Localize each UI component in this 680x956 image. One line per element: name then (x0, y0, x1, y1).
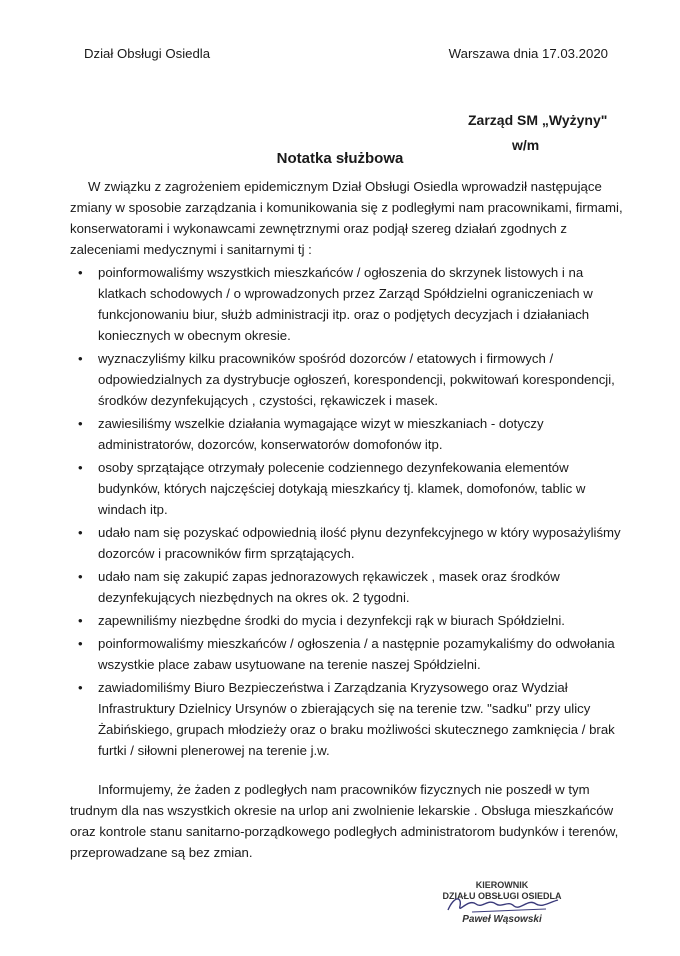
bullet-icon: • (78, 351, 83, 366)
list-item-text: zapewniliśmy niezbędne środki do mycia i dezynfekcji rąk w biurach Spółdzielni. (98, 613, 565, 628)
list-item-text: osoby sprzątające otrzymały polecenie codziennego dezynfekowania elementów budynków, których najczęściej dotykają mieszkańcy tj. klamek, domofonów, tablic w windach itp. (98, 460, 586, 517)
bullet-icon: • (78, 265, 83, 280)
list-item-text: zawiesiliśmy wszelkie działania wymagające wizyt w mieszkaniach - dotyczy administratorów, dozorców, konserwatorów domofonów itp. (98, 416, 544, 452)
list-item (70, 262, 630, 346)
list-item (70, 348, 630, 411)
place-date: Warszawa dnia 17.03.2020 (448, 46, 608, 61)
addressee-location: w/m (512, 137, 540, 153)
list-item (70, 633, 630, 675)
stamp-name: Paweł Wąsowski (462, 914, 542, 925)
addressee-name: Zarząd SM „Wyżyny" (468, 112, 608, 128)
bullet-icon: • (78, 525, 83, 540)
measures-list (70, 262, 630, 761)
bullet-icon: • (78, 416, 83, 431)
list-item (70, 610, 630, 631)
intro-paragraph: W związku z zagrożeniem epidemicznym Dział Obsługi Osiedla wprowadził następujące zmiany w sposobie zarządzania i komunikowania się z podległymi nam pracownikami, firmami, konserwatorami i wykonawcami zewnętrznymi oraz podjął szereg działań zgodnych z zaleceniami medycznymi i sanitarnymi tj : (70, 179, 623, 257)
bullet-icon: • (78, 460, 83, 475)
stamp-title: KIEROWNIK (475, 880, 529, 890)
bullet-icon: • (78, 680, 83, 695)
bullet-icon: • (78, 613, 83, 628)
list-item (70, 677, 630, 761)
list-item (70, 457, 630, 520)
list-item-text: udało nam się zakupić zapas jednorazowych rękawiczek , masek oraz środków dezynfekujących niezbędnych na okres ok. 2 tygodni. (98, 569, 560, 605)
memo-title: Notatka służbowa (276, 150, 404, 167)
closing-paragraph: Informujemy, że żaden z podległych nam pracowników fizycznych nie poszedł w tym trudnym dla nas wszystkich okresie na urlop ani zwolnienie lekarskie . Obsługa mieszkańców oraz kontrole stanu sanitarno-porządkowego podległych administratorom budynków i terenów, przeprowadzane są bez zmian. (70, 782, 619, 860)
list-item-text: poinformowaliśmy wszystkich mieszkańców / ogłoszenia do skrzynek listowych i na klatkach schodowych / o wprowadzonych przez Zarząd Spółdzielni ograniczeniach w funkcjonowaniu biur, służb administracji itp. oraz o podjętych decyzjach i działaniach koniecznych w obecnym okresie. (98, 265, 593, 343)
memo-body (70, 176, 630, 863)
list-item (70, 522, 630, 564)
signature-stamp (432, 880, 572, 925)
list-item (70, 566, 630, 608)
bullet-icon: • (78, 636, 83, 651)
stamp-unit: DZIAŁU OBSŁUGI OSIEDLA (442, 891, 562, 901)
handwritten-signature (442, 892, 562, 918)
list-item-text: udało nam się pozyskać odpowiednią ilość płynu dezynfekcyjnego w który wyposażyliśmy dozorców i pracowników firm sprzątających. (98, 525, 621, 561)
list-item-text: wyznaczyliśmy kilku pracowników spośród dozorców / etatowych i firmowych / odpowiedzialnych za dystrybucje ogłoszeń, korespondencji, pokwitowań korespondencji, środków dezynfekujących , czystości, rękawiczek i masek. (98, 351, 615, 408)
list-item-text: zawiadomiliśmy Biuro Bezpieczeństwa i Zarządzania Kryzysowego oraz Wydział Infrastruktury Dzielnicy Ursynów o zbierających się na terenie tzw. "sadku" przy ulicy Żabińskiego, grupach młodzieży oraz o braku możliwości skutecznego zamknięcia / brak furtki / siłowni plenerowej na terenie j.w. (98, 680, 615, 758)
list-item (70, 413, 630, 455)
bullet-icon: • (78, 569, 83, 584)
department-name: Dział Obsługi Osiedla (84, 46, 211, 61)
list-item-text: poinformowaliśmy mieszkańców / ogłoszenia / a następnie pozamykaliśmy do odwołania wszystkie place zabaw usytuowane na terenie naszej Spółdzielni. (98, 636, 615, 672)
